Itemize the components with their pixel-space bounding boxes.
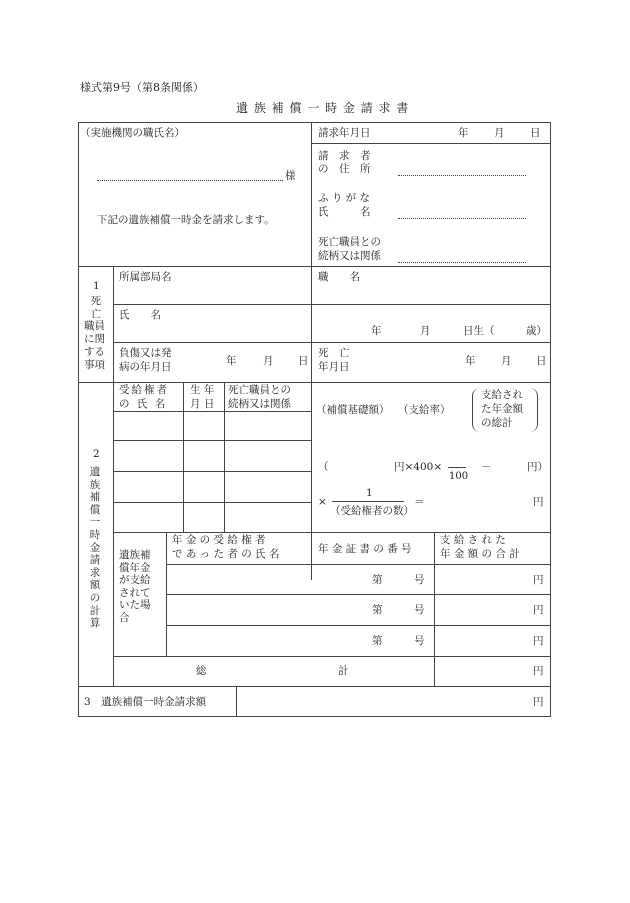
pension-yen-1: 円 (533, 574, 544, 586)
agency-name-line[interactable] (97, 180, 283, 181)
relation-line[interactable] (398, 262, 526, 263)
injury-day: 日 (298, 355, 309, 367)
section1-label-r4: する (84, 346, 105, 358)
pension-case-label: 遺族補 償年金 が支給 されて いた場 合 (119, 549, 151, 624)
grand-total-label: 総 (196, 665, 207, 677)
death-year: 年 (465, 355, 476, 367)
bracket-text: 支給され (481, 389, 523, 401)
death-month: 月 (501, 355, 512, 367)
form-number: 様式第9号（第8条関係） (80, 81, 204, 94)
birth-month: 月 (420, 325, 431, 337)
birth-year: 年 (371, 325, 382, 337)
injury-year: 年 (226, 355, 237, 367)
frac-denominator: （受給権者の数） (330, 505, 414, 517)
relation-label-2: 続柄又は関係 (318, 250, 381, 262)
calc-minus: － (481, 461, 492, 473)
death-date-label: 死 亡 (318, 347, 350, 359)
section1-number: 1 (93, 280, 100, 292)
relation-header-2: 続柄又は関係 (228, 398, 291, 410)
fraction-bar (332, 501, 404, 502)
pension-total-header: 支 給 さ れ た (440, 534, 506, 546)
calc-yen: 円 (533, 496, 544, 508)
cert-dai-3: 第 (372, 635, 383, 647)
cert-dai-2: 第 (372, 604, 383, 616)
section1-label-r5: 事項 (84, 359, 105, 371)
pension-yen-2: 円 (533, 604, 544, 616)
calc-denominator: 100 (449, 471, 469, 482)
recipient-name-header-2: の 氏 名 (119, 398, 168, 410)
claimant-name-line[interactable] (398, 218, 526, 219)
cert-dai-1: 第 (372, 574, 383, 586)
cert-gou-2: 号 (414, 604, 425, 616)
dept-label: 所属部局名 (119, 271, 172, 283)
birth-header: 生 年 (190, 384, 215, 396)
pension-yen-3: 円 (533, 635, 544, 647)
bracket-text-3: の総計 (481, 417, 513, 429)
section2-label: 遺 族 補 償 一 時 金 請 求 額 の 計 算 (89, 466, 101, 630)
birth-header-2: 月 日 (190, 398, 215, 410)
section1-label-r3: に関 (84, 333, 105, 345)
grand-total-yen: 円 (533, 665, 544, 677)
furigana-label: ふ り が な (318, 192, 371, 204)
claimant-name-label: 氏 名 (318, 206, 371, 218)
request-date-year: 年 (458, 127, 469, 139)
cert-gou-1: 号 (414, 574, 425, 586)
death-day: 日 (536, 355, 547, 367)
claimant-address-label-2: の 住 所 (318, 163, 371, 175)
section2-number: 2 (93, 448, 100, 460)
calc-equals: ＝ (414, 496, 425, 508)
claimant-address-line[interactable] (398, 175, 526, 176)
pension-holder-header: 年 金 の 受 給 権 者 (172, 534, 266, 546)
rate-label: （支給率） (398, 404, 451, 416)
request-date-day: 日 (530, 127, 541, 139)
claimant-address-label: 請 求 者 (318, 150, 371, 162)
request-date-label: 請求年月日 (318, 127, 371, 139)
deceased-name-label: 氏 名 (119, 309, 161, 321)
calc-close: 円） (527, 461, 548, 473)
bracket-text-2: た年金額 (481, 403, 523, 415)
agency-label: （実施機関の職氏名） (80, 127, 185, 139)
calc-mid: 円×400× (394, 461, 443, 473)
grand-total-label-2: 計 (338, 665, 349, 677)
form-title: 遺 族 補 償 一 時 金 請 求 書 (236, 101, 410, 115)
pension-total-header-2: 年 金 額 の 合 計 (440, 548, 520, 560)
calc-open: （ (318, 461, 329, 473)
sama-text: 様 (285, 170, 296, 182)
base-amount-label: （補償基礎額） (316, 404, 390, 416)
cert-gou-3: 号 (414, 635, 425, 647)
fraction-bar-100 (448, 467, 466, 468)
section3-label: 3 遺族補償一時金請求額 (84, 696, 207, 708)
section1-label: 死 亡 (90, 295, 102, 320)
injury-date-label-2: 病の年月日 (119, 361, 172, 373)
frac-numerator: 1 (366, 487, 373, 499)
cert-number-header: 年 金 証 書 の 番 号 (318, 543, 412, 555)
death-date-label-2: 年月日 (318, 361, 350, 373)
calc-times: × (318, 496, 327, 508)
post-label: 職 名 (318, 271, 360, 283)
injury-date-label: 負傷又は発 (119, 347, 172, 359)
injury-month: 月 (263, 355, 274, 367)
section3-yen: 円 (533, 696, 544, 708)
birth-suffix: 日生（ 歳） (463, 325, 547, 337)
relation-label: 死亡職員との (318, 236, 381, 248)
recipient-name-header: 受給権者 (119, 384, 169, 396)
section1-label-r2: 職員 (84, 320, 105, 332)
request-text: 下記の遺族補償一時金を請求します。 (97, 214, 275, 226)
relation-header: 死亡職員との (228, 384, 291, 396)
pension-holder-header-2: で あ っ た 者 の 氏 名 (172, 548, 280, 560)
request-date-month: 月 (494, 127, 505, 139)
